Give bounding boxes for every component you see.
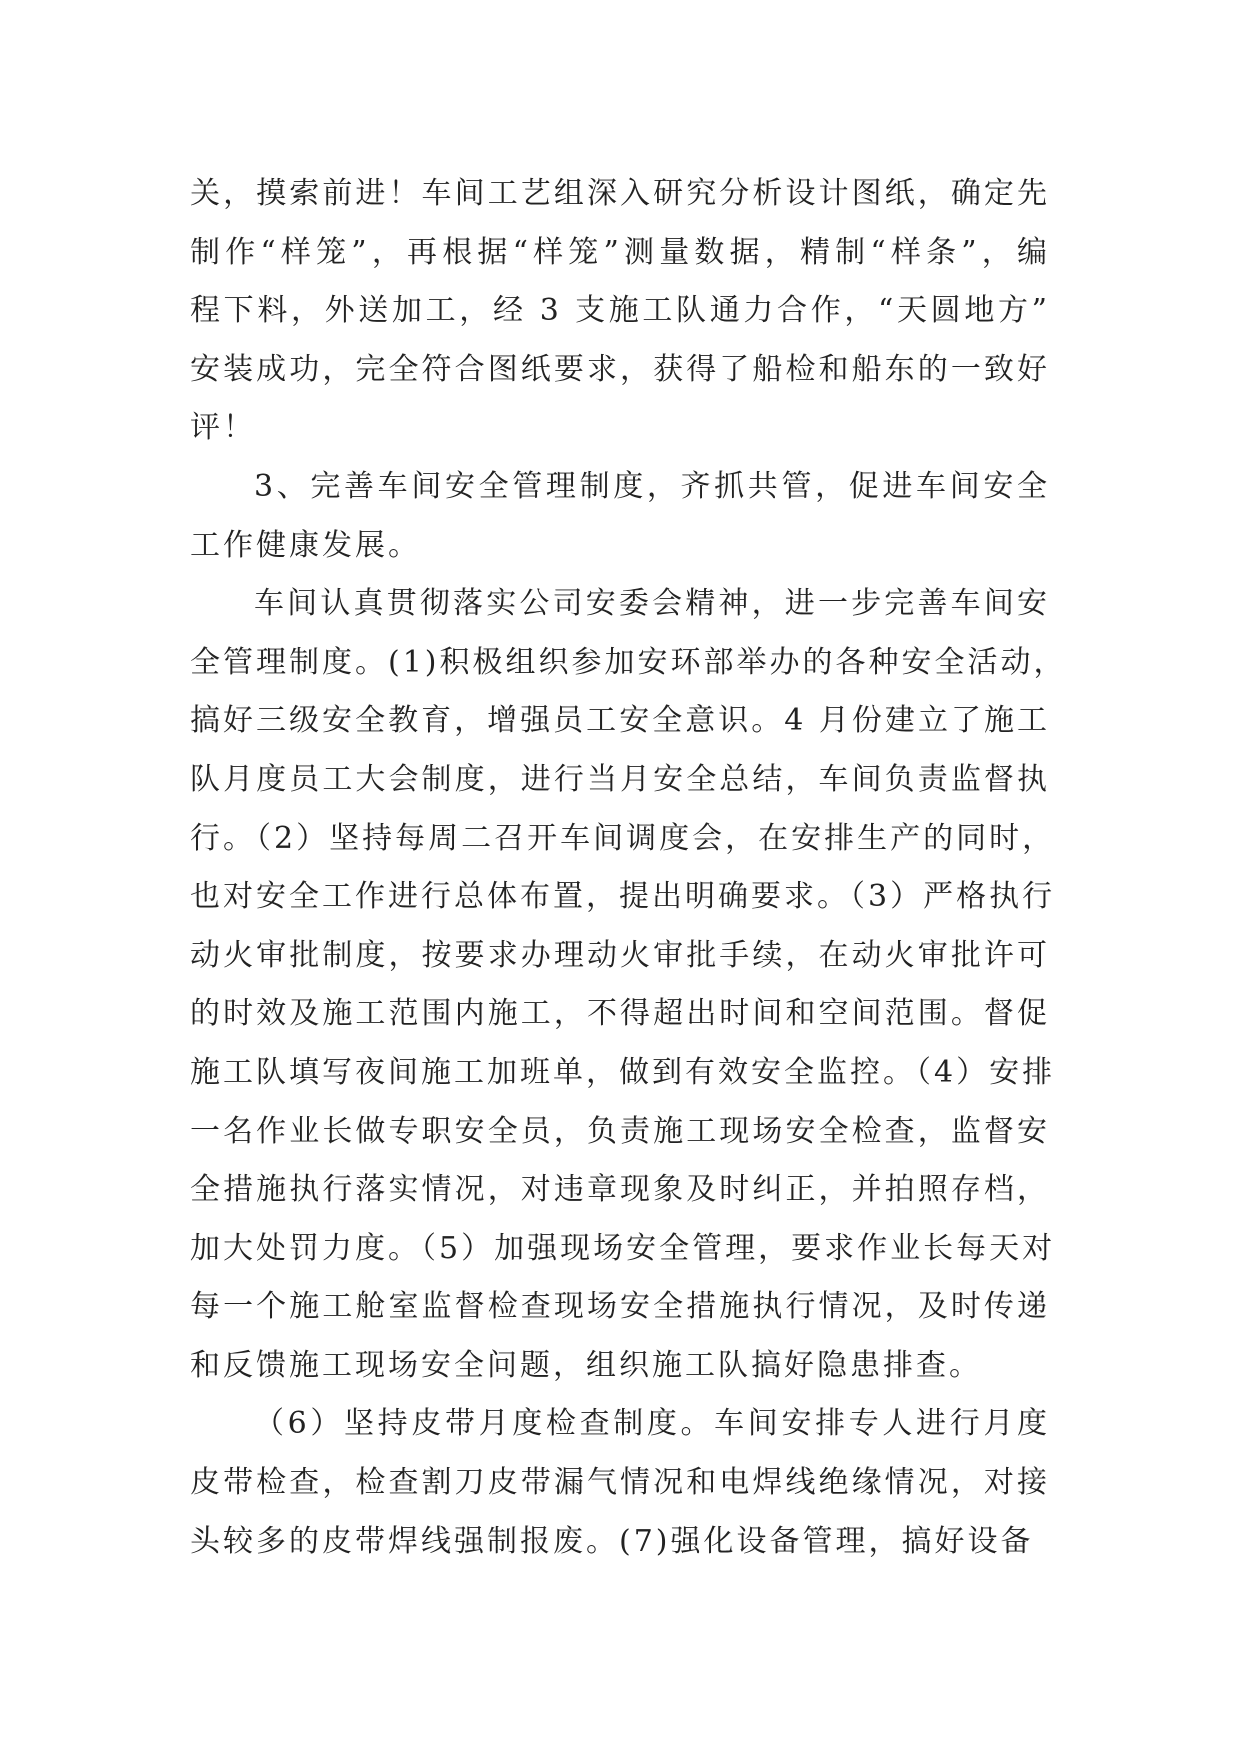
text-line: 每一个施工舱室监督检查现场安全措施执行情况，及时传递: [190, 1289, 1050, 1325]
text-line: 加大处罚力度。（5）加强现场安全管理，要求作业长每天对: [190, 1230, 1056, 1266]
text-line: 的时效及施工范围内施工，不得超出时间和空间范围。督促: [190, 996, 1050, 1032]
paragraph: [190, 575, 1067, 1395]
text-line: 全管理制度。(1)积极组织参加安环部举办的各种安全活动，: [190, 644, 1067, 680]
text-line: 头较多的皮带焊线强制报废。(7)强化设备管理，搞好设备: [190, 1523, 1034, 1559]
text-line: 行。（2）坚持每周二召开车间调度会，在安排生产的同时，: [190, 820, 1056, 856]
paragraph: [190, 165, 1050, 458]
text-line: 制作“样笼”，再根据“样笼”测量数据，精制“样条”，编: [190, 234, 1050, 270]
text-line: 施工队填写夜间施工加班单，做到有效安全监控。（4）安排: [190, 1054, 1056, 1090]
text-line: 评！: [190, 410, 256, 446]
paragraph: [190, 1395, 1050, 1571]
text-line: 皮带检查，检查割刀皮带漏气情况和电焊线绝缘情况，对接: [190, 1465, 1050, 1501]
text-line: 车间认真贯彻落实公司安委会精神，进一步完善车间安: [254, 586, 1050, 622]
text-line: 和反馈施工现场安全问题，组织施工队搞好隐患排查。: [190, 1347, 982, 1383]
text-line: 搞好三级安全教育，增强员工安全意识。4 月份建立了施工: [190, 703, 1050, 739]
paragraph: [190, 458, 1050, 575]
document-body: [190, 165, 1067, 1571]
text-line: 动火审批制度，按要求办理动火审批手续，在动火审批许可: [190, 937, 1050, 973]
text-line: （6）坚持皮带月度检查制度。车间安排专人进行月度: [254, 1406, 1050, 1442]
text-line: 全措施执行落实情况，对违章现象及时纠正，并拍照存档，: [190, 1172, 1050, 1208]
text-line: 也对安全工作进行总体布置，提出明确要求。（3）严格执行: [190, 879, 1056, 915]
text-line: 3、完善车间安全管理制度，齐抓共管，促进车间安全: [254, 468, 1050, 504]
text-line: 一名作业长做专职安全员，负责施工现场安全检查，监督安: [190, 1113, 1050, 1149]
text-line: 工作健康发展。: [190, 527, 421, 563]
text-line: 队月度员工大会制度，进行当月安全总结，车间负责监督执: [190, 761, 1050, 797]
text-line: 程下料，外送加工，经 3 支施工队通力合作，“天圆地方”: [190, 293, 1050, 329]
text-line: 安装成功，完全符合图纸要求，获得了船检和船东的一致好: [190, 351, 1050, 387]
text-line: 关，摸索前进！车间工艺组深入研究分析设计图纸，确定先: [190, 176, 1050, 211]
